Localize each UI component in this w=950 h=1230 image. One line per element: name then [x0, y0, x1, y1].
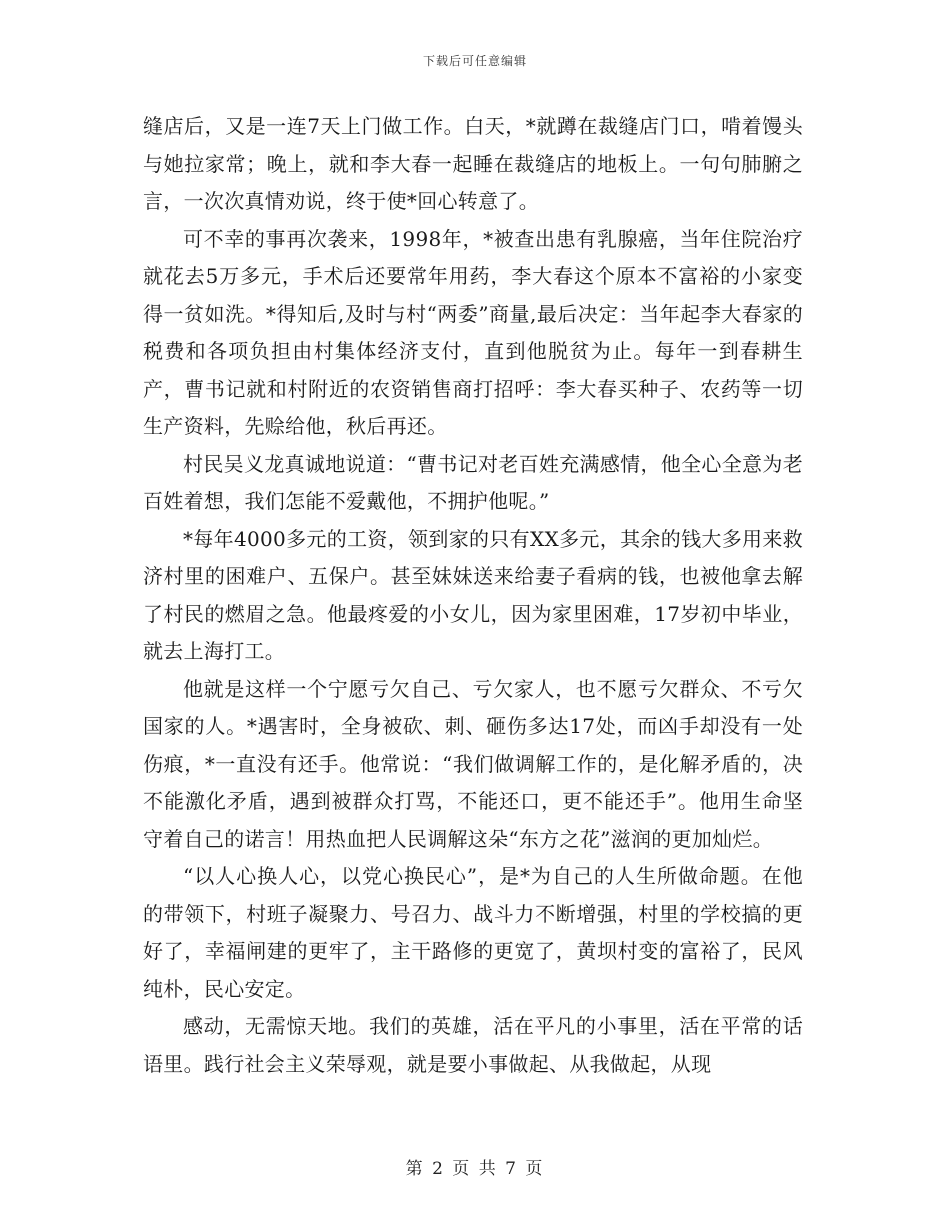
page-number: 第 2 页 共 7 页	[405, 1159, 545, 1179]
paragraph: 他就是这样一个宁愿亏欠自己、亏欠家人，也不愿亏欠群众、不亏欠国家的人。*遇害时，全身被砍、刺、砸伤多达17处，而凶手却没有一处伤痕，*一直没有还手。他常说：“我们做调解工作的，是化解矛盾的，决不能激化矛盾，遇到被群众打骂，不能还口，更不能还手”。他用生命坚守着自己的诺言！用热血把人民调解这朵“东方之花”滋润的更加灿烂。	[143, 676, 803, 851]
paragraph: *每年4000多元的工资，领到家的只有XX多元，其余的钱大多用来救济村里的困难户、五保户。甚至妹妹送来给妻子看病的钱，也被他拿去解了村民的燃眉之急。他最疼爱的小女儿，因为家里困难，17岁初中毕业，就去上海打工。	[143, 526, 803, 663]
paragraph-continuation: 缝店后，又是一连7天上门做工作。白天，*就蹲在裁缝店门口，啃着馒头与她拉家常；晚上，就和李大春一起睡在裁缝店的地板上。一句句肺腑之言，一次次真情劝说，终于使*回心转意了。	[143, 114, 803, 213]
paragraph: 可不幸的事再次袭来，1998年，*被查出患有乳腺癌，当年住院治疗就花去5万多元，手术后还要常年用药，李大春这个原本不富裕的小家变得一贫如洗。*得知后,及时与村“两委”商量,最后决定：当年起李大春家的税费和各项负担由村集体经济支付，直到他脱贫为止。每年一到春耕生产，曹书记就和村附近的农资销售商打招呼：李大春买种子、农药等一切生产资料，先赊给他，秋后再还。	[143, 226, 803, 438]
paragraph: 感动，无需惊天地。我们的英雄，活在平凡的小事里，活在平常的话语里。践行社会主义荣辱观，就是要小事做起、从我做起，从现	[143, 1014, 803, 1076]
page-header-note: 下载后可任意编辑	[422, 54, 527, 68]
paragraph: 村民吴义龙真诚地说道：“曹书记对老百姓充满感情，他全心全意为老百姓着想，我们怎能不爱戴他，不拥护他呢。”	[143, 451, 803, 513]
paragraph: “以人心换人心，以党心换民心”，是*为自己的人生所做命题。在他的带领下，村班子凝聚力、号召力、战斗力不断增强，村里的学校搞的更好了，幸福闸建的更牢了，主干路修的更宽了，黄坝村变的富裕了，民风纯朴，民心安定。	[143, 864, 803, 1001]
document-body	[143, 108, 803, 1083]
